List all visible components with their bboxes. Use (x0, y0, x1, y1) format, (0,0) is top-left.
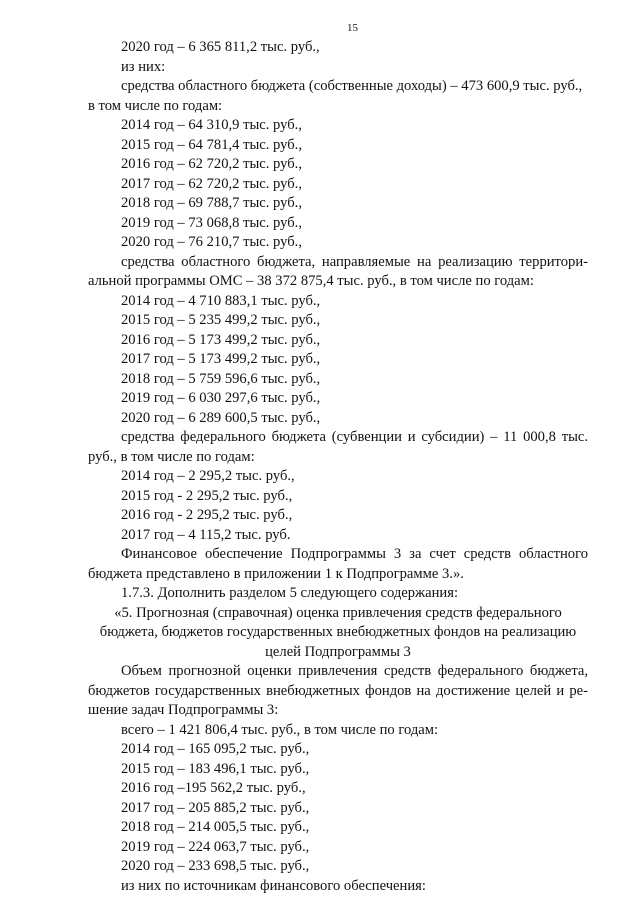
page-number: 15 (347, 22, 358, 34)
text-line: Финансовое обеспечение Подпрограммы 3 за счет средств областного (121, 546, 588, 562)
text-line: бюджета, бюджетов государственных внебюджетных фондов на реализацию (99, 624, 577, 640)
text-line: 2014 год – 165 095,2 тыс. руб., (121, 741, 310, 757)
text-line: в том числе по годам: (88, 97, 223, 114)
text-line: 2014 год – 64 310,9 тыс. руб., (121, 117, 302, 133)
text-line: 2016 год – 5 173 499,2 тыс. руб., (121, 331, 321, 348)
text-line: 2018 год – 5 759 596,6 тыс. руб., (121, 370, 321, 387)
text-line: 2015 год – 183 496,1 тыс. руб., (121, 760, 310, 777)
text-line: 2020 год – 6 289 600,5 тыс. руб., (121, 409, 321, 426)
text-line: средства федерального бюджета (субвенции и субсидии) – 11 000,8 тыс. (121, 429, 588, 445)
text-line: 2014 год – 2 295,2 тыс. руб., (121, 468, 295, 484)
text-line: шение задач Подпрограммы 3: (88, 702, 279, 718)
text-line: 2016 год –195 562,2 тыс. руб., (121, 780, 306, 796)
text-line: 1.7.3. Дополнить разделом 5 следующего содержания: (121, 585, 458, 601)
text-line: бюджетов государственных внебюджетных фондов на достижение целей и ре- (88, 682, 588, 699)
text-line: 2018 год – 69 788,7 тыс. руб., (121, 195, 302, 211)
text-line: 2017 год – 5 173 499,2 тыс. руб., (121, 351, 321, 367)
text-line: всего – 1 421 806,4 тыс. руб., в том числе по годам: (121, 721, 439, 738)
text-line: из них по источникам финансового обеспечения: (121, 877, 426, 894)
text-line: 2018 год – 214 005,5 тыс. руб., (121, 819, 310, 835)
text-line: альной программы ОМС – 38 372 875,4 тыс. руб., в том числе по годам: (88, 273, 534, 289)
text-line: средства областного бюджета (собственные доходы) – 473 600,9 тыс. руб., (121, 78, 583, 94)
text-line: 2016 год - 2 295,2 тыс. руб., (121, 507, 293, 523)
text-line: «5. Прогнозная (справочная) оценка привлечения средств федерального (114, 604, 562, 621)
text-line: 2019 год – 224 063,7 тыс. руб., (121, 838, 310, 855)
text-line: средства областного бюджета, направляемые на реализацию территори- (121, 253, 588, 270)
text-line: 2020 год – 233 698,5 тыс. руб., (121, 858, 310, 874)
text-line: 2015 год – 5 235 499,2 тыс. руб., (121, 312, 321, 328)
text-line: 2017 год – 205 885,2 тыс. руб., (121, 799, 310, 816)
text-line: 2019 год – 73 068,8 тыс. руб., (121, 214, 302, 231)
text-line: 2015 год - 2 295,2 тыс. руб., (121, 487, 293, 504)
text-line: целей Подпрограммы 3 (265, 643, 411, 660)
text-line: руб., в том числе по годам: (88, 448, 255, 465)
text-line: 2015 год – 64 781,4 тыс. руб., (121, 136, 302, 153)
document-body (88, 38, 588, 896)
text-line: из них: (121, 58, 166, 75)
text-line: 2020 год – 76 210,7 тыс. руб., (121, 234, 302, 250)
text-line: 2014 год – 4 710 883,1 тыс. руб., (121, 292, 321, 309)
text-line: бюджета представлено в приложении 1 к Подпрограмме 3.». (88, 565, 464, 582)
text-line: 2016 год – 62 720,2 тыс. руб., (121, 156, 302, 172)
text-line: 2017 год – 62 720,2 тыс. руб., (121, 175, 302, 192)
text-line: 2017 год – 4 115,2 тыс. руб. (121, 526, 291, 543)
text-line: Объем прогнозной оценки привлечения средств федерального бюджета, (121, 663, 588, 679)
text-line: 2019 год – 6 030 297,6 тыс. руб., (121, 390, 321, 406)
text-line: 2020 год – 6 365 811,2 тыс. руб., (121, 39, 320, 55)
